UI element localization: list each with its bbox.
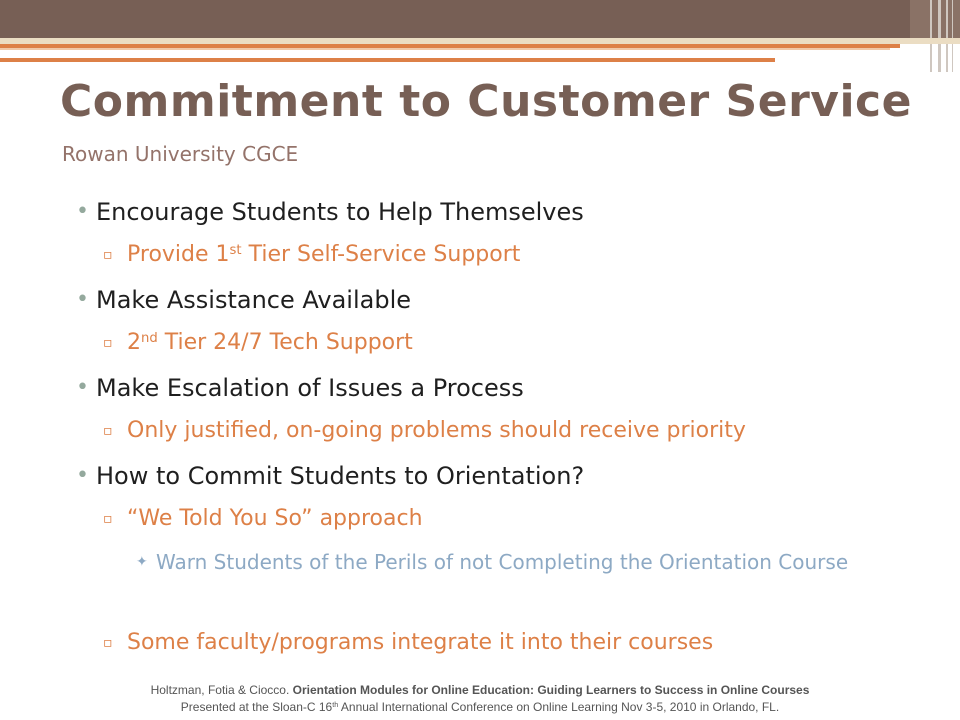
citation-footer [0, 682, 960, 716]
square-bullet-icon: ▫ [103, 511, 113, 527]
bullet-text: Encourage Students to Help Themselves [96, 198, 584, 226]
bullet-item [70, 458, 940, 502]
star-bullet-icon: ✦ [136, 554, 148, 570]
bullet-dot-icon: • [76, 463, 89, 488]
sub-sub-bullet-text: Warn Students of the Perils of not Completing the Orientation Course [156, 550, 849, 574]
bullet-item [70, 370, 940, 414]
decor-line [952, 0, 953, 72]
sub-sub-bullet-item [70, 546, 946, 626]
square-bullet-icon: ▫ [103, 335, 113, 351]
slide-subtitle: Rowan University CGCE [62, 142, 299, 166]
citation-title: Orientation Modules for Online Education: Guiding Learners to Success in Online Courses [292, 683, 810, 697]
bullet-dot-icon: • [76, 199, 89, 224]
decor-line [938, 0, 941, 72]
sub-bullet-text: 2nd Tier 24/7 Tech Support [127, 330, 413, 355]
slide-title: Commitment to Customer Service [60, 76, 912, 127]
square-bullet-icon: ▫ [103, 423, 113, 439]
citation-line-2: Presented at the Sloan-C 16th Annual International Conference on Online Learning Nov 3-5, 2010 in Orlando, FL. [180, 700, 780, 714]
bullet-item [70, 194, 940, 238]
square-bullet-icon: ▫ [103, 247, 113, 263]
square-bullet-icon: ▫ [103, 635, 113, 651]
bullet-text: How to Commit Students to Orientation? [96, 462, 585, 490]
bullet-text: Make Escalation of Issues a Process [96, 374, 524, 402]
citation-line-1 [0, 682, 960, 699]
bullet-dot-icon: • [76, 287, 89, 312]
sub-bullet-item [70, 626, 940, 670]
sub-bullet-text: Only justified, on-going problems should receive priority [127, 418, 746, 443]
sub-bullet-item [70, 326, 940, 370]
sub-bullet-text: “We Told You So” approach [127, 506, 423, 531]
sub-bullet-text: Some faculty/programs integrate it into their courses [127, 630, 714, 655]
top-bar [0, 0, 960, 38]
citation-authors: Holtzman, Fotia & Ciocco. [150, 683, 290, 697]
bullet-text: Make Assistance Available [96, 286, 411, 314]
accent-stripe-light [0, 48, 890, 50]
sub-bullet-text: Provide 1st Tier Self-Service Support [127, 242, 521, 267]
bullet-list [70, 194, 940, 670]
decor-line [946, 0, 948, 72]
sub-bullet-item [70, 414, 940, 458]
sub-bullet-item [70, 238, 940, 282]
decor-line [930, 0, 932, 72]
bullet-item [70, 282, 940, 326]
sub-bullet-item [70, 502, 940, 546]
accent-stripe-short [0, 58, 775, 62]
bullet-dot-icon: • [76, 375, 89, 400]
